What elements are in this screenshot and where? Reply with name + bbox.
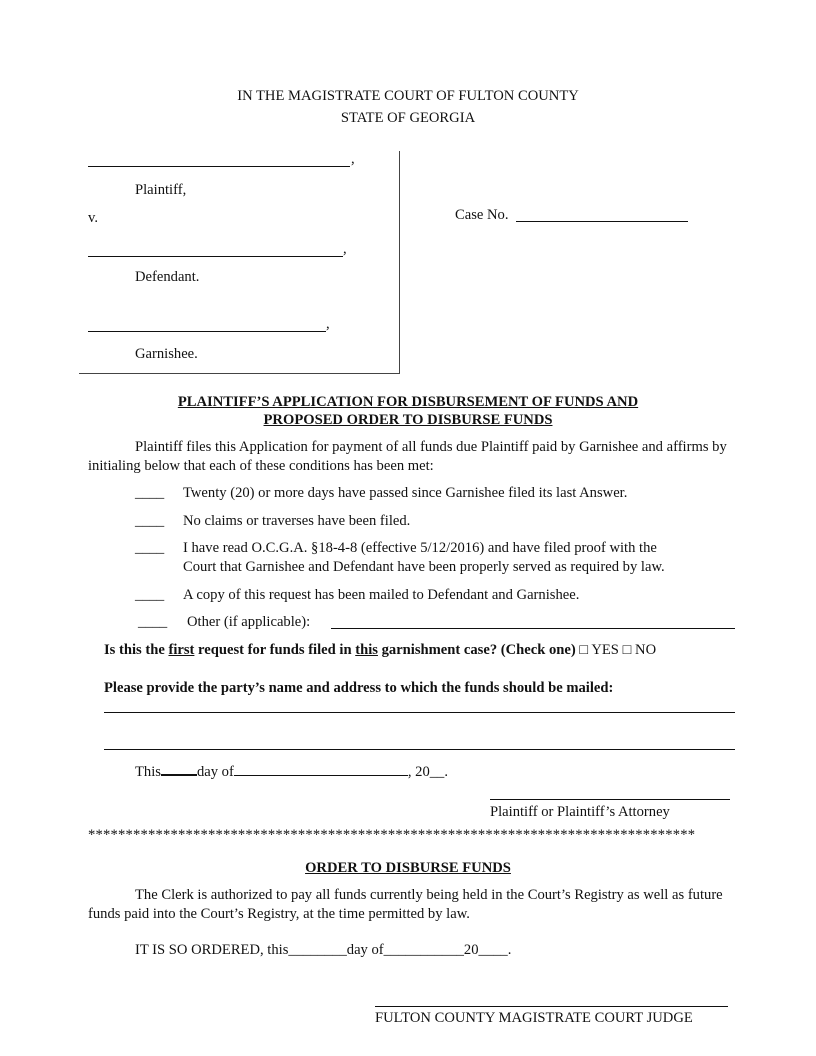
order-title: ORDER TO DISBURSE FUNDS [305,860,511,876]
plaintiff-label: Plaintiff, [135,182,187,198]
defendant-comma: , [343,241,347,257]
no-checkbox[interactable]: □ NO [622,642,657,658]
date-month-blank[interactable] [234,761,408,776]
condition-3-text-line1: I have read O.C.G.A. §18-4-8 (effective 5/12/2016) and have filed proof with the [183,540,657,556]
date-year-prefix: , 20 [407,764,430,780]
first-request-pre: Is this the [104,642,169,658]
first-request-post: garnishment case? (Check one) [377,642,576,658]
so-ordered-day-of: day of [346,942,384,958]
so-ordered-twenty: 20 [463,942,479,958]
defendant-name-line[interactable] [88,256,343,257]
application-title-line2: PROPOSED ORDER TO DISBURSE FUNDS [263,412,553,428]
condition-3-text-line2: Court that Garnishee and Defendant have been properly served as required by law. [183,559,665,575]
condition-4-initial-blank[interactable]: ____ [135,587,165,603]
garnishee-name-line[interactable] [88,331,326,332]
section-separator: ********************************************************************************* [88,827,696,843]
other-line[interactable] [331,628,735,629]
court-heading: IN THE MAGISTRATE COURT OF FULTON COUNTY [237,88,579,104]
date-this: This [135,764,161,780]
so-ordered-year-blank[interactable]: ____ [478,942,508,958]
so-ordered-month-blank[interactable]: ___________ [383,942,464,958]
so-ordered-period: . [507,942,512,958]
condition-2-initial-blank[interactable]: ____ [135,513,165,529]
defendant-label: Defendant. [135,269,200,285]
first-request-mid: request for funds filed in [194,642,356,658]
condition-3-initial-blank[interactable]: ____ [135,540,165,556]
this-word: this [355,642,378,658]
case-no-line[interactable] [516,221,688,222]
mailing-address-line-2[interactable] [104,749,735,750]
plaintiff-name-line[interactable] [88,166,350,167]
other-initial-blank[interactable]: ____ [138,614,168,630]
condition-4-text: A copy of this request has been mailed to Defendant and Garnishee. [183,587,580,603]
first-word: first [168,642,195,658]
date-period: . [444,764,448,780]
state-heading: STATE OF GEORGIA [340,110,476,126]
other-label: Other (if applicable): [187,614,311,630]
mailing-address-line-1[interactable] [104,712,735,713]
so-ordered-day-blank[interactable]: ________ [288,942,347,958]
yes-checkbox[interactable]: □ YES [579,642,619,658]
date-day-of: day of [196,764,234,780]
garnishee-comma: , [326,316,330,332]
intro-paragraph: Plaintiff files this Application for payment of all funds due Plaintiff paid by Garnishee and affirms by initialing below that each of these conditions has been met: [88,439,727,474]
caption-horizontal-rule [79,373,400,374]
first-request-question [104,642,656,659]
date-line [135,760,448,781]
application-title-line1: PLAINTIFF’S APPLICATION FOR DISBURSEMENT OF FUNDS AND [177,394,639,410]
order-paragraph: The Clerk is authorized to pay all funds currently being held in the Court’s Registry as well as future funds paid into the Court’s Registry, at the time permitted by law. [88,887,723,922]
plaintiff-comma: , [351,151,355,167]
case-no-label: Case No. [455,207,509,223]
caption-vertical-rule [399,151,400,373]
condition-2-text: No claims or traverses have been filed. [183,513,411,529]
date-day-blank[interactable] [161,760,197,776]
date-year-blank[interactable]: __ [429,764,445,780]
condition-1-initial-blank[interactable]: ____ [135,485,165,501]
versus-label: v. [88,210,98,226]
judge-signature-line[interactable] [375,1006,728,1007]
garnishee-label: Garnishee. [135,346,198,362]
plaintiff-signature-label: Plaintiff or Plaintiff’s Attorney [490,804,670,820]
so-ordered-line [135,942,511,959]
mailing-prompt: Please provide the party’s name and address to which the funds should be mailed: [104,680,614,696]
so-ordered-prefix: IT IS SO ORDERED, this [135,942,289,958]
plaintiff-signature-line[interactable] [490,799,730,800]
condition-1-text: Twenty (20) or more days have passed since Garnishee filed its last Answer. [183,485,628,501]
judge-signature-label: FULTON COUNTY MAGISTRATE COURT JUDGE [375,1010,693,1026]
